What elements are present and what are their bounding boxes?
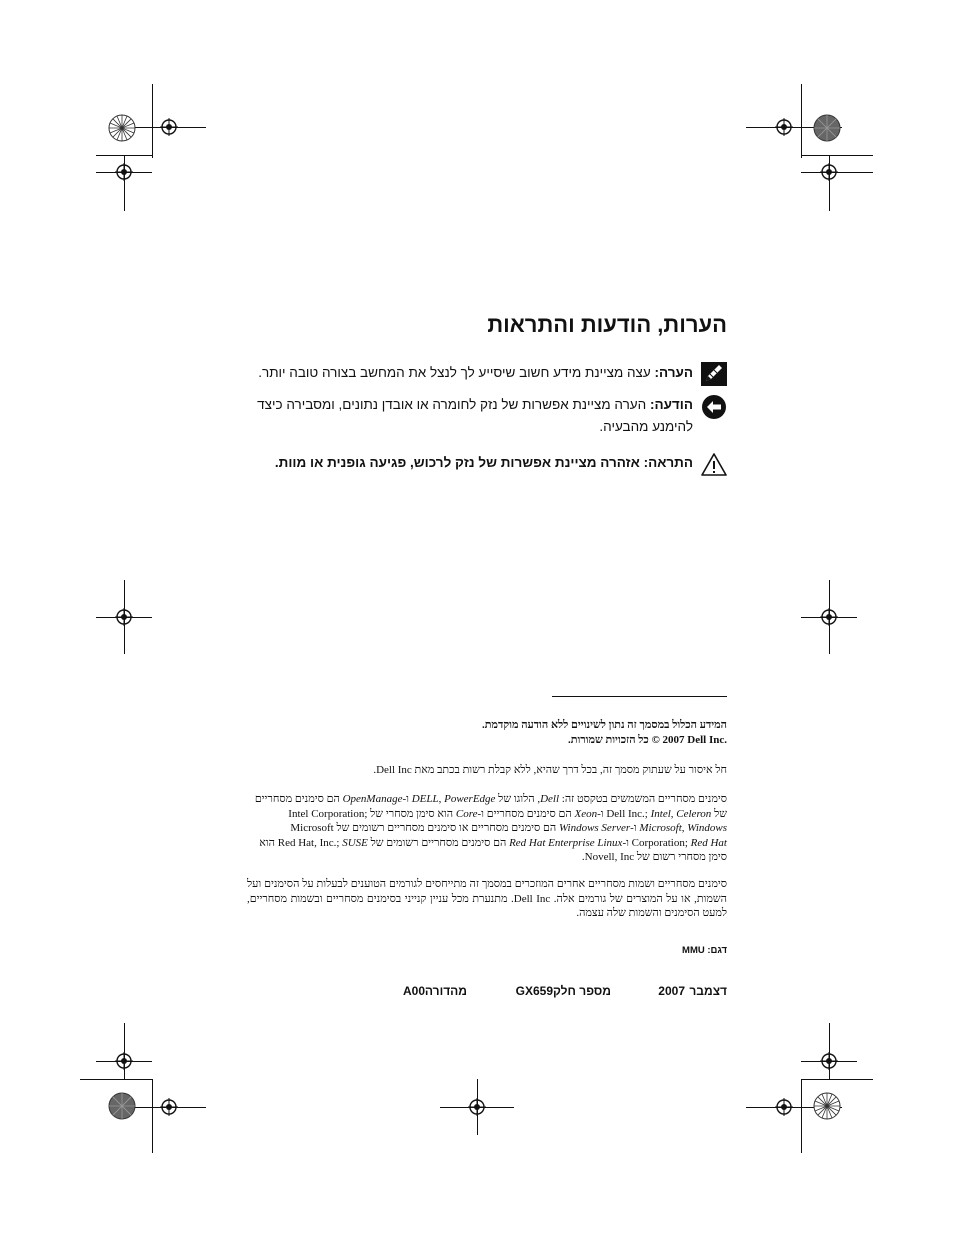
note-text: עצה מציינת מידע חשוב שיסייע לך לנצל את המחשב בצורה טובה יותר.: [258, 365, 651, 380]
pencil-note-icon: [701, 362, 727, 388]
trademarks-paragraph: [247, 792, 727, 865]
notice-arrow-icon: [701, 394, 727, 420]
trademark-name: Intel: [650, 807, 671, 820]
document-footer: [397, 984, 727, 1002]
trademark-name: Celeron: [676, 807, 712, 820]
registration-target-icon: [775, 118, 793, 136]
registration-target-icon: [775, 1098, 793, 1116]
trademark-name: Red Hat: [690, 836, 727, 849]
registration-target-icon: [468, 1098, 486, 1116]
copyright-line: [247, 733, 727, 748]
revision: A00: [402, 984, 425, 998]
registration-target-icon: [820, 163, 838, 181]
trademark-text: ,: [438, 793, 442, 805]
trademark-name: OpenManage: [342, 793, 403, 805]
note-block: [257, 362, 727, 384]
trademark-name: Dell: [540, 793, 560, 805]
notice-label: הודעה:: [649, 397, 693, 412]
trademark-text: , הלוגו של: [498, 793, 541, 805]
legal-change-notice: המידע הכלול במסמך זה נתון לשינויים ללא הודעה מוקדמת.: [481, 719, 727, 731]
part-number-label: מספר חלק: [552, 984, 611, 998]
warning-triangle-icon: [701, 452, 727, 478]
star-wheel-icon: [813, 114, 841, 142]
trademark-text: הוא סימן מסחרי רשום של Novell, Inc.: [259, 836, 727, 863]
trademark-name: Windows: [687, 822, 727, 834]
date-year: 2007: [658, 984, 685, 998]
trademark-text: הם סימנים מסחריים רשומים של Red Hat, Inc.;: [277, 836, 507, 849]
registration-target-icon: [115, 163, 133, 181]
trademark-text: הוא סימן מסחרי של: [370, 807, 454, 820]
trademark-text: ,: [670, 807, 674, 820]
trademark-text: ו-: [477, 807, 484, 820]
date-label: דצמבר: [689, 984, 727, 998]
star-wheel-icon: [813, 1092, 841, 1120]
caution-label: התראה:: [643, 455, 693, 470]
part-number: GX659: [515, 984, 553, 998]
note-label: הערה:: [654, 365, 693, 380]
registration-target-icon: [115, 1052, 133, 1070]
caution-text: אזהרה מציינת אפשרות של נזק לרכוש, פגיעה גופנית או מוות.: [274, 455, 640, 470]
trademark-name: Windows Server: [558, 822, 631, 834]
model-number: דגם: MMU: [682, 945, 727, 956]
revision-label: מהדורה: [424, 984, 467, 998]
trademark-name: Core: [455, 807, 478, 820]
trademark-text: ו-: [630, 822, 637, 834]
rights-text: כל הזכויות שמורות.: [567, 734, 649, 746]
registration-target-icon: [820, 1052, 838, 1070]
trademark-name: Xeon: [574, 807, 598, 820]
trademark-name: SUSE: [342, 836, 368, 849]
page-title: הערות, הודעות והתראות: [487, 312, 727, 337]
other-trademarks-paragraph: סימנים מסחריים ושמות מסחריים אחרים המוזכרים במסמך זה מתייחסים לגורמים הטוענים לבעלות על הסימנים ועל השמות, או על המוצרים של גורמים אלה. Dell Inc. מתנערת מכל עניין קנייני בסימנים מסחריים ובשמות מסחריים, למעט הסימנים והשמות שלה עצמה.: [247, 878, 727, 919]
registration-target-icon: [820, 608, 838, 626]
reproduction-notice: חל איסור על שעתוק מסמך זה, בכל דרך שהיא, ללא קבלת רשות בכתב מאת Dell Inc.: [373, 764, 727, 776]
trademark-text: ו-: [597, 807, 604, 820]
trademark-name: DELL: [411, 793, 439, 805]
trademark-text: Intel Corporation;: [288, 807, 368, 820]
trademark-text: הם סימנים מסחריים או סימנים מסחריים רשומים של Microsoft Corporation;: [290, 822, 688, 849]
registration-target-icon: [115, 608, 133, 626]
star-wheel-icon: [108, 114, 136, 142]
trademark-text: ,: [681, 822, 685, 834]
trademark-text: הם סימנים מסחריים של Dell Inc.;: [254, 793, 727, 820]
trademark-text: ו-: [622, 836, 629, 849]
trademark-name: Red Hat Enterprise Linux: [509, 836, 623, 849]
registration-target-icon: [160, 1098, 178, 1116]
divider: [552, 696, 727, 697]
caution-block: [257, 452, 727, 474]
star-wheel-icon: [108, 1092, 136, 1120]
trademark-text: ו-: [402, 793, 409, 805]
trademark-text: הם סימנים מסחריים: [486, 807, 572, 820]
trademark-name: PowerEdge: [444, 793, 496, 805]
registration-target-icon: [160, 118, 178, 136]
notice-block: [257, 394, 727, 438]
copyright-text: © 2007 Dell Inc.: [651, 734, 727, 746]
notice-text: הערה מציינת אפשרות של נזק לחומרה או אובדן נתונים, ומסבירה כיצד להימנע מהבעיה.: [257, 397, 693, 434]
trademark-text: סימנים מסחריים המשמשים בטקסט זה:: [561, 793, 727, 805]
trademark-name: Microsoft: [639, 822, 682, 834]
